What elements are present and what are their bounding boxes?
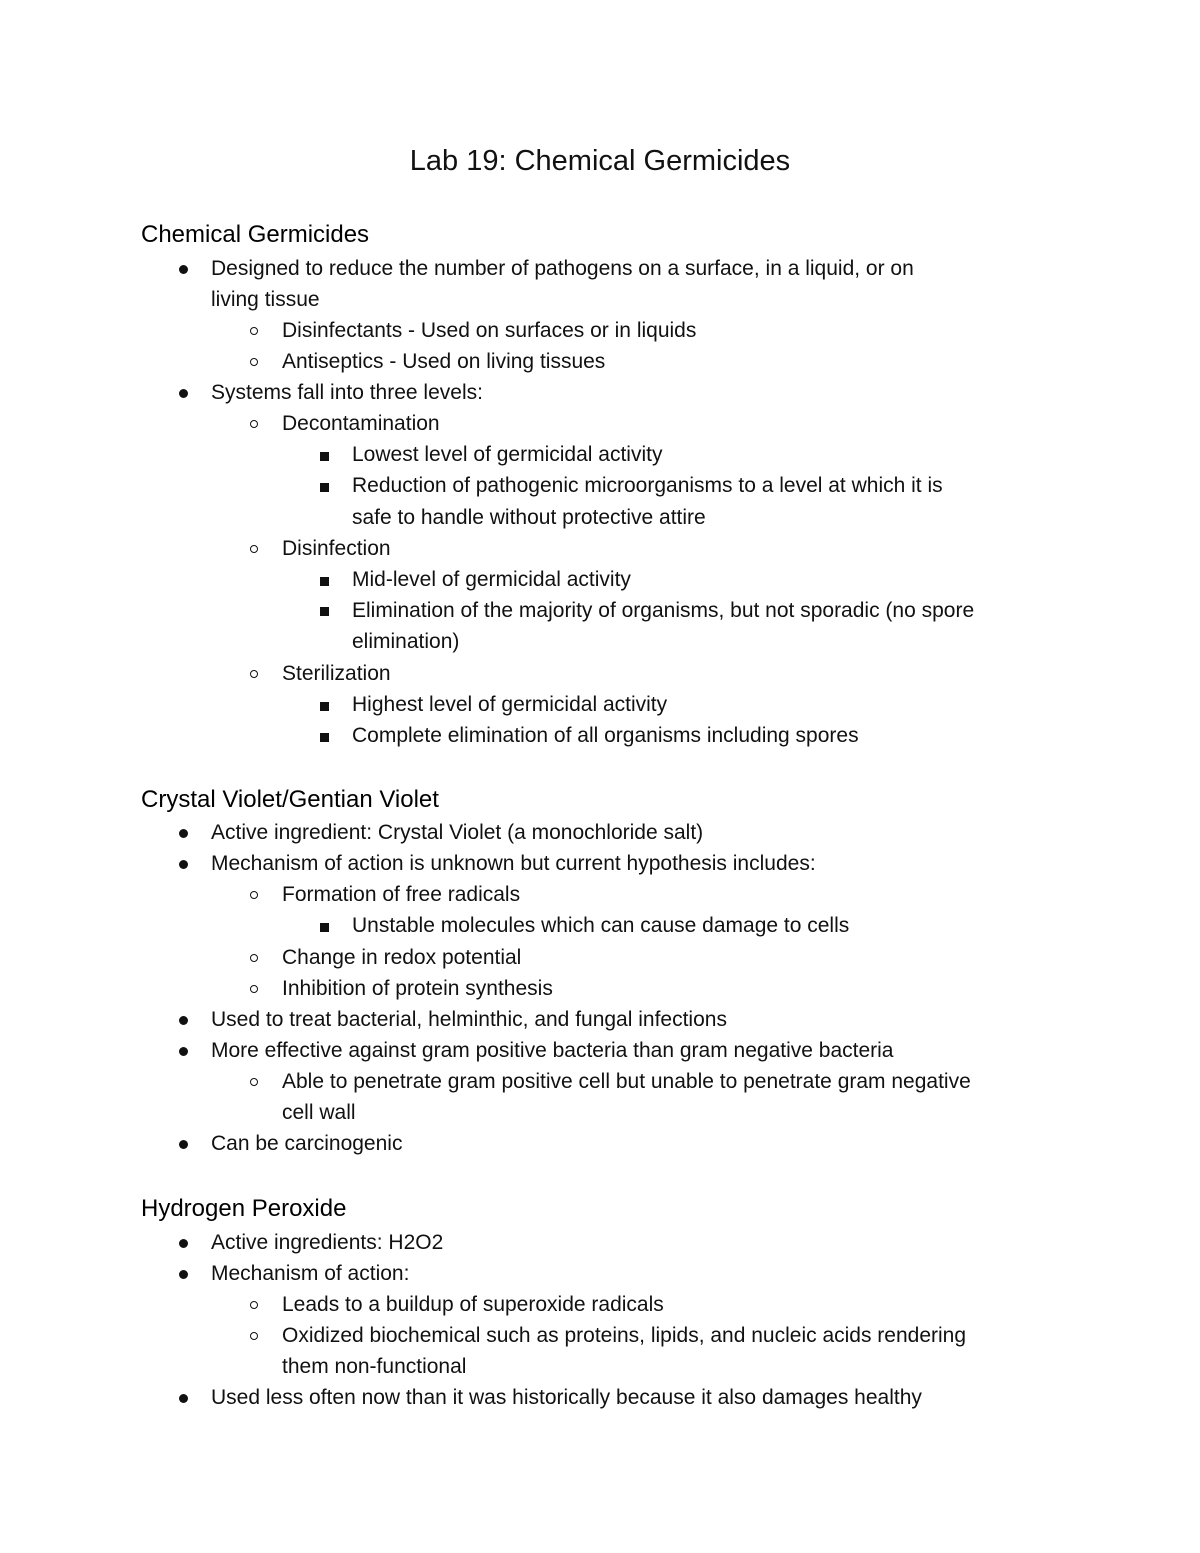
list-item-continuation: elimination) bbox=[352, 630, 460, 653]
bullet-circle-icon bbox=[250, 1332, 258, 1340]
bullet-square-icon bbox=[320, 702, 329, 711]
list-item: Sterilization bbox=[282, 662, 391, 685]
list-item: Oxidized biochemical such as proteins, lipids, and nucleic acids rendering bbox=[282, 1324, 967, 1347]
list-item: Mid-level of germicidal activity bbox=[352, 568, 631, 591]
bullet-circle-icon bbox=[250, 545, 258, 553]
list-item-continuation: cell wall bbox=[282, 1101, 356, 1124]
bullet-disc-icon bbox=[179, 1140, 188, 1149]
list-item: Systems fall into three levels: bbox=[211, 381, 483, 404]
bullet-disc-icon bbox=[179, 265, 188, 274]
list-item-continuation: living tissue bbox=[211, 288, 320, 311]
list-item: Able to penetrate gram positive cell but unable to penetrate gram negative bbox=[282, 1070, 971, 1093]
bullet-disc-icon bbox=[179, 1394, 188, 1403]
bullet-circle-icon bbox=[250, 891, 258, 899]
bullet-disc-icon bbox=[179, 860, 188, 869]
list-item: Leads to a buildup of superoxide radicals bbox=[282, 1293, 664, 1316]
list-item: Designed to reduce the number of pathogens on a surface, in a liquid, or on bbox=[211, 257, 914, 280]
list-item: Active ingredient: Crystal Violet (a monochloride salt) bbox=[211, 821, 704, 844]
bullet-square-icon bbox=[320, 483, 329, 492]
list-item: Complete elimination of all organisms including spores bbox=[352, 724, 859, 747]
bullet-circle-icon bbox=[250, 327, 258, 335]
bullet-circle-icon bbox=[250, 954, 258, 962]
bullet-circle-icon bbox=[250, 358, 258, 366]
list-item: Reduction of pathogenic microorganisms to a level at which it is bbox=[352, 474, 943, 497]
bullet-square-icon bbox=[320, 577, 329, 586]
bullet-disc-icon bbox=[179, 1016, 188, 1025]
section-heading-hydrogen-peroxide: Hydrogen Peroxide bbox=[141, 1195, 347, 1222]
list-item: More effective against gram positive bacteria than gram negative bacteria bbox=[211, 1039, 894, 1062]
list-item: Highest level of germicidal activity bbox=[352, 693, 668, 716]
list-item: Unstable molecules which can cause damage to cells bbox=[352, 914, 850, 937]
list-item: Elimination of the majority of organisms, but not sporadic (no spore bbox=[352, 599, 975, 622]
list-item-continuation: them non-functional bbox=[282, 1355, 467, 1378]
bullet-disc-icon bbox=[179, 1270, 188, 1279]
list-item: Can be carcinogenic bbox=[211, 1132, 403, 1155]
list-item: Decontamination bbox=[282, 412, 440, 435]
list-item: Inhibition of protein synthesis bbox=[282, 977, 553, 1000]
section-heading-crystal-violet: Crystal Violet/Gentian Violet bbox=[141, 786, 439, 813]
list-item: Lowest level of germicidal activity bbox=[352, 443, 663, 466]
bullet-square-icon bbox=[320, 452, 329, 461]
list-item-continuation: safe to handle without protective attire bbox=[352, 506, 706, 529]
list-item: Antiseptics - Used on living tissues bbox=[282, 350, 606, 373]
list-item: Change in redox potential bbox=[282, 946, 522, 969]
bullet-disc-icon bbox=[179, 829, 188, 838]
bullet-square-icon bbox=[320, 923, 329, 932]
section-heading-chemical-germicides: Chemical Germicides bbox=[141, 221, 370, 248]
bullet-circle-icon bbox=[250, 670, 258, 678]
bullet-disc-icon bbox=[179, 389, 188, 398]
list-item: Mechanism of action is unknown but current hypothesis includes: bbox=[211, 852, 816, 875]
bullet-disc-icon bbox=[179, 1047, 188, 1056]
list-item: Mechanism of action: bbox=[211, 1262, 410, 1285]
bullet-circle-icon bbox=[250, 420, 258, 428]
list-item: Disinfection bbox=[282, 537, 391, 560]
list-item: Disinfectants - Used on surfaces or in liquids bbox=[282, 319, 697, 342]
page-title: Lab 19: Chemical Germicides bbox=[409, 145, 791, 177]
bullet-circle-icon bbox=[250, 1078, 258, 1086]
list-item: Formation of free radicals bbox=[282, 883, 521, 906]
bullet-circle-icon bbox=[250, 1301, 258, 1309]
list-item: Used less often now than it was historically because it also damages healthy bbox=[211, 1386, 922, 1409]
bullet-square-icon bbox=[320, 607, 329, 616]
bullet-square-icon bbox=[320, 733, 329, 742]
bullet-disc-icon bbox=[179, 1239, 188, 1248]
list-item: Active ingredients: H2O2 bbox=[211, 1231, 444, 1254]
list-item: Used to treat bacterial, helminthic, and fungal infections bbox=[211, 1008, 727, 1031]
bullet-circle-icon bbox=[250, 985, 258, 993]
